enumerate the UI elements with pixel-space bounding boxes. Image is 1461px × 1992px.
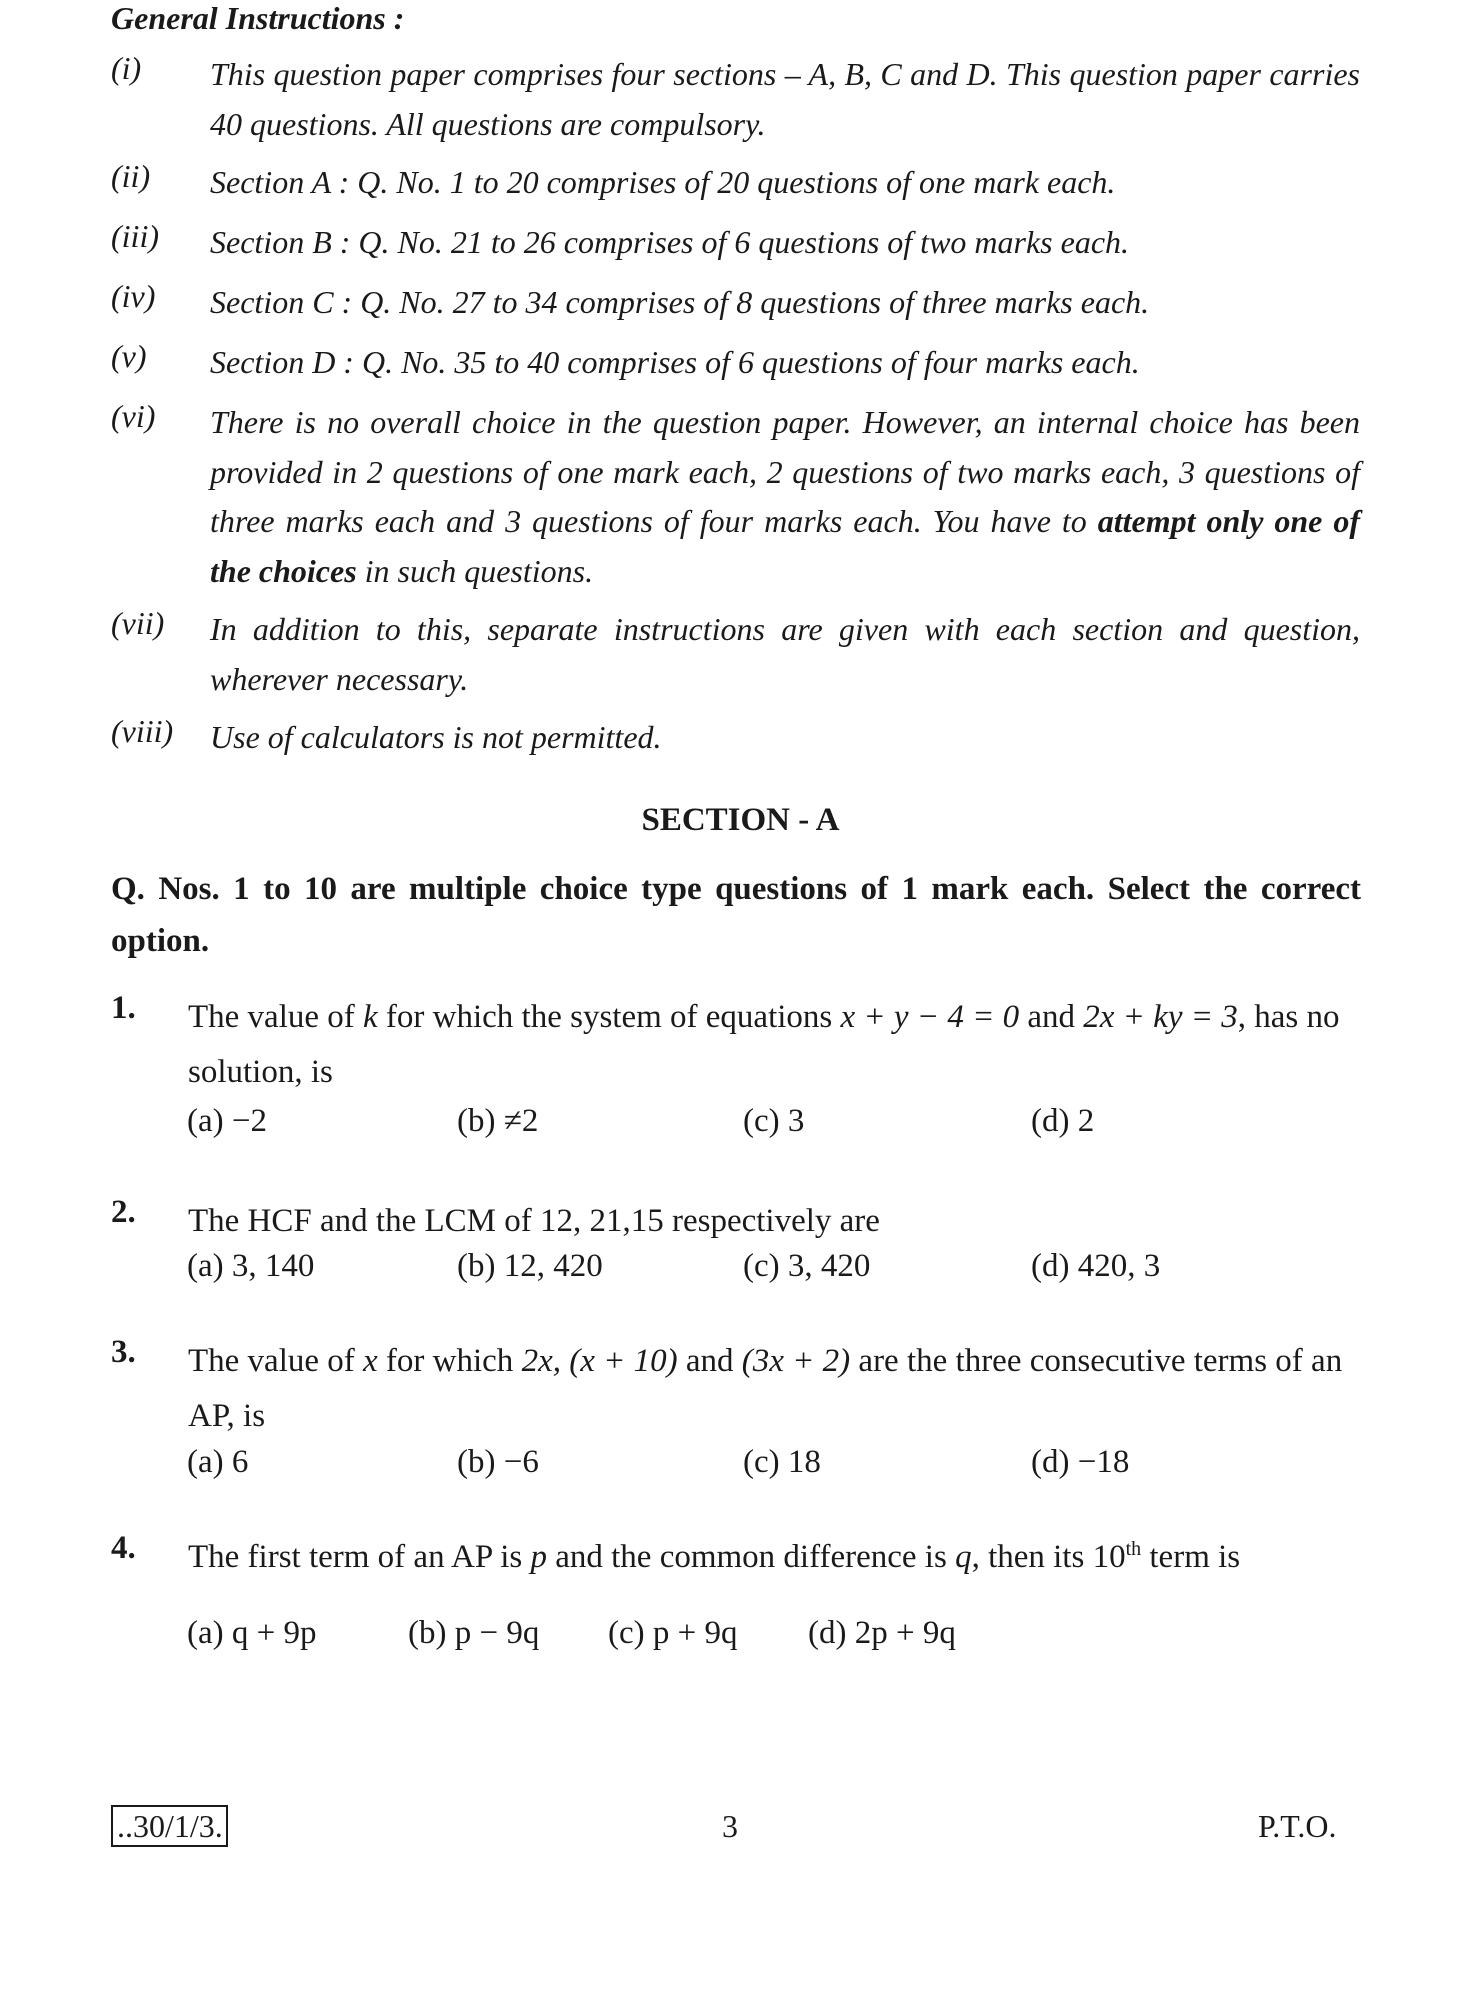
math-equation: x + y − 4 = 0	[840, 999, 1020, 1035]
instruction-number: (vii)	[111, 605, 165, 641]
question-text-part: for which	[377, 1343, 522, 1379]
instruction-number: (i)	[111, 50, 142, 86]
option-b: (b) 12, 420	[457, 1248, 603, 1284]
question-number: 4.	[111, 1530, 136, 1566]
option-a: (a) −2	[187, 1103, 267, 1139]
page-number: 3	[722, 1808, 738, 1844]
question-text-part: and	[677, 1343, 742, 1379]
option-d: (d) −18	[1031, 1444, 1130, 1480]
option-a: (a) 6	[187, 1444, 249, 1480]
option-d: (d) 2p + 9q	[808, 1615, 956, 1651]
option-c: (c) 3, 420	[743, 1248, 871, 1284]
option-d: (d) 420, 3	[1031, 1248, 1161, 1284]
question-number: 1.	[111, 990, 136, 1026]
paper-code-box: ..30/1/3.	[111, 1805, 228, 1847]
option-b: (b) ≠2	[457, 1103, 539, 1139]
option-c: (c) 18	[743, 1444, 821, 1480]
question-text-part: The value of	[188, 1343, 364, 1379]
instruction-number: (v)	[111, 338, 147, 374]
instruction-text: Use of calculators is not permitted.	[210, 719, 662, 755]
math-variable: x	[363, 1343, 378, 1379]
please-turn-over: P.T.O.	[1258, 1808, 1337, 1844]
question-text	[188, 990, 1363, 1100]
question-text-part: and the common difference is	[546, 1539, 956, 1575]
instruction-text: This question paper comprises four sections – A, B, C and D. This question paper carries 40 questions. All questions are compulsory.	[210, 56, 1360, 142]
question-text-part: and	[1019, 999, 1084, 1035]
section-intro: Q. Nos. 1 to 10 are multiple choice type questions of 1 mark each. Select the correct option.	[111, 871, 1361, 959]
instruction-number: (iii)	[111, 218, 159, 254]
instruction-text-part: in such questions.	[356, 552, 594, 589]
question-text-part: are the three consecutive terms of an AP, is	[188, 1343, 1343, 1434]
instruction-text	[210, 398, 1360, 596]
math-equation: 2x, (x + 10)	[521, 1343, 678, 1379]
instruction-number: (ii)	[111, 158, 151, 194]
instruction-text: Section B : Q. No. 21 to 26 comprises of 6 questions of two marks each.	[210, 224, 1130, 260]
superscript: th	[1125, 1538, 1142, 1560]
option-a: (a) 3, 140	[187, 1248, 315, 1284]
option-d: (d) 2	[1031, 1103, 1095, 1139]
section-title	[0, 802, 1461, 839]
instruction-text: Section C : Q. No. 27 to 34 comprises of 8 questions of three marks each.	[210, 284, 1150, 320]
instruction-text: Section D : Q. No. 35 to 40 comprises of 6 questions of four marks each.	[210, 344, 1140, 380]
question-text-part: , then its 10	[971, 1539, 1126, 1575]
math-variable: p	[530, 1539, 547, 1575]
instruction-number: (vi)	[111, 398, 156, 434]
option-b: (b) p − 9q	[408, 1615, 540, 1651]
question-text-part: for which the system of equations	[377, 999, 841, 1035]
math-equation: 2x + ky = 3	[1083, 999, 1238, 1035]
instruction-text: Section A : Q. No. 1 to 20 comprises of 20 questions of one mark each.	[210, 164, 1116, 200]
question-text	[188, 1334, 1363, 1444]
question-text-part: The first term of an AP is	[188, 1539, 531, 1575]
option-c: (c) p + 9q	[608, 1615, 738, 1651]
question-text	[188, 1530, 1363, 1585]
general-instructions-title: General Instructions :	[111, 0, 405, 36]
option-b: (b) −6	[457, 1444, 539, 1480]
question-number: 2.	[111, 1194, 136, 1230]
question-text-part: , has no solution, is	[188, 999, 1340, 1090]
instruction-emphasis: attempt only one of the choices	[210, 503, 1361, 589]
instruction-number: (viii)	[111, 713, 174, 749]
instruction-number: (iv)	[111, 278, 156, 314]
math-variable: q	[955, 1539, 972, 1575]
question-text: The HCF and the LCM of 12, 21,15 respectively are	[188, 1203, 880, 1239]
question-text-part: The value of	[188, 999, 364, 1035]
option-c: (c) 3	[743, 1103, 805, 1139]
section-title-text: SECTION - A	[641, 802, 840, 838]
instruction-text-part: There is no overall choice in the question paper. However, an internal choice has been provided in 2 questions of one mark each, 2 questions of two marks each, 3 questions of three marks each and 3 questions of four marks each. You have to	[210, 404, 1360, 539]
option-a: (a) q + 9p	[187, 1615, 317, 1651]
math-variable: k	[363, 999, 378, 1035]
instruction-text: In addition to this, separate instructions are given with each section and question, wherever necessary.	[210, 611, 1360, 697]
question-number: 3.	[111, 1334, 136, 1370]
math-equation: (3x + 2)	[741, 1343, 851, 1379]
question-text-part: term is	[1141, 1539, 1241, 1575]
